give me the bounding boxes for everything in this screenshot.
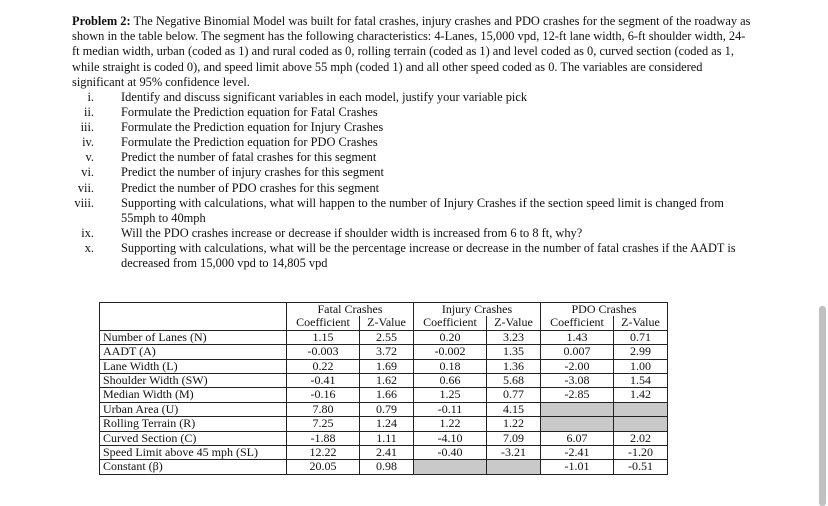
value-cell: -0.003 — [287, 345, 360, 359]
question-text: Formulate the Prediction equation for Injury Crashes — [121, 120, 384, 135]
value-cell: -4.10 — [414, 431, 487, 445]
value-cell: 1.66 — [360, 388, 414, 402]
value-cell: 0.77 — [487, 388, 541, 402]
question-number: x. — [84, 240, 94, 255]
value-cell: 1.62 — [360, 374, 414, 388]
question-text: Predict the number of injury crashes for this segment — [121, 165, 384, 180]
subheader-cell: Coefficient — [287, 316, 360, 330]
value-cell: -1.20 — [614, 446, 668, 460]
value-cell: 3.23 — [487, 330, 541, 344]
value-cell: 1.11 — [360, 431, 414, 445]
table-row — [100, 359, 668, 373]
empty-shaded-cell — [541, 402, 614, 416]
value-cell: -0.51 — [614, 460, 668, 474]
variable-name: Curved Section (C) — [100, 431, 287, 445]
question-number: ii. — [84, 105, 94, 120]
question-item — [72, 105, 752, 120]
value-cell: -2.41 — [541, 446, 614, 460]
table-row — [100, 374, 668, 388]
table-row — [100, 330, 668, 344]
value-cell: 3.72 — [360, 345, 414, 359]
question-text: Formulate the Prediction equation for PDO Crashes — [121, 135, 378, 150]
table-row — [100, 431, 668, 445]
value-cell: 0.18 — [414, 359, 487, 373]
question-item — [72, 90, 752, 105]
value-cell: -0.41 — [287, 374, 360, 388]
value-cell: 0.71 — [614, 330, 668, 344]
question-number: vii. — [77, 180, 94, 195]
value-cell: 7.25 — [287, 417, 360, 431]
empty-shaded-cell — [614, 402, 668, 416]
value-cell: 4.15 — [487, 402, 541, 416]
group-header-fatal: Fatal Crashes — [287, 303, 414, 317]
vertical-scrollbar[interactable] — [819, 306, 826, 506]
question-item — [72, 181, 752, 196]
value-cell: 0.66 — [414, 374, 487, 388]
question-item — [72, 196, 752, 226]
group-header-injury: Injury Crashes — [414, 303, 541, 317]
value-cell: 1.42 — [614, 388, 668, 402]
value-cell: 2.55 — [360, 330, 414, 344]
table-row — [100, 402, 668, 416]
subheader-cell: Coefficient — [541, 316, 614, 330]
value-cell: -3.08 — [541, 374, 614, 388]
problem-statement — [72, 14, 752, 90]
table-row — [100, 417, 668, 431]
value-cell: -1.01 — [541, 460, 614, 474]
table-row — [100, 446, 668, 460]
question-text: Predict the number of PDO crashes for this segment — [121, 180, 380, 195]
value-cell: 1.35 — [487, 345, 541, 359]
question-list — [72, 90, 752, 271]
subheader-cell: Z-Value — [487, 316, 541, 330]
value-cell: 0.20 — [414, 330, 487, 344]
value-cell: 1.43 — [541, 330, 614, 344]
question-text: Will the PDO crashes increase or decrease if shoulder width is increased from 6 to 8 ft, why? — [121, 225, 583, 240]
table-row — [100, 460, 668, 474]
table-row — [100, 345, 668, 359]
question-number: iv. — [82, 135, 94, 150]
question-item — [72, 135, 752, 150]
subheader-cell: Z-Value — [360, 316, 414, 330]
group-header-pdo: PDO Crashes — [541, 303, 668, 317]
variable-name: Number of Lanes (N) — [100, 330, 287, 344]
value-cell: 0.22 — [287, 359, 360, 373]
empty-shaded-cell — [414, 460, 487, 474]
value-cell: 0.98 — [360, 460, 414, 474]
value-cell: 0.007 — [541, 345, 614, 359]
value-cell: -2.00 — [541, 359, 614, 373]
value-cell: -3.21 — [487, 446, 541, 460]
problem-document — [72, 14, 752, 271]
question-number: ix. — [81, 225, 94, 240]
value-cell: -0.002 — [414, 345, 487, 359]
model-coefficient-table — [99, 302, 668, 475]
value-cell: 1.24 — [360, 417, 414, 431]
value-cell: 1.36 — [487, 359, 541, 373]
value-cell: 0.79 — [360, 402, 414, 416]
variable-name: Constant (β) — [100, 460, 287, 474]
value-cell: 1.22 — [487, 417, 541, 431]
empty-shaded-cell — [614, 417, 668, 431]
value-cell: -0.16 — [287, 388, 360, 402]
value-cell: 1.00 — [614, 359, 668, 373]
value-cell: 1.69 — [360, 359, 414, 373]
variable-name: Speed Limit above 45 mph (SL) — [100, 446, 287, 460]
value-cell: -1.88 — [287, 431, 360, 445]
value-cell: 5.68 — [487, 374, 541, 388]
table-row — [100, 388, 668, 402]
value-cell: 1.54 — [614, 374, 668, 388]
question-item — [72, 226, 752, 241]
question-number: i. — [87, 90, 94, 105]
question-number: v. — [85, 150, 94, 165]
variable-name: Urban Area (U) — [100, 402, 287, 416]
value-cell: 6.07 — [541, 431, 614, 445]
value-cell: -0.11 — [414, 402, 487, 416]
value-cell: 12.22 — [287, 446, 360, 460]
value-cell: 7.09 — [487, 431, 541, 445]
question-item — [72, 150, 752, 165]
empty-shaded-cell — [541, 417, 614, 431]
variable-name: Rolling Terrain (R) — [100, 417, 287, 431]
subheader-cell: Z-Value — [614, 316, 668, 330]
value-cell: 20.05 — [287, 460, 360, 474]
question-text: Predict the number of fatal crashes for this segment — [121, 150, 377, 165]
question-text: Formulate the Prediction equation for Fatal Crashes — [121, 105, 378, 120]
value-cell: 1.22 — [414, 417, 487, 431]
question-number: viii. — [74, 195, 94, 210]
problem-label: Problem 2: — [72, 14, 131, 28]
value-cell: 1.25 — [414, 388, 487, 402]
value-cell: -0.40 — [414, 446, 487, 460]
table-corner-cell — [100, 316, 287, 330]
question-number: vi. — [81, 165, 94, 180]
empty-shaded-cell — [487, 460, 541, 474]
variable-name: Lane Width (L) — [100, 359, 287, 373]
variable-name: Shoulder Width (SW) — [100, 374, 287, 388]
question-text: Supporting with calculations, what will be the percentage increase or decrease in the number of fatal crashes if the AADT is decreased from 15,000 vpd to 14,805 vpd — [121, 240, 736, 271]
question-item — [72, 120, 752, 135]
value-cell: 1.15 — [287, 330, 360, 344]
value-cell: 7.80 — [287, 402, 360, 416]
table-subheader-row — [100, 316, 668, 330]
table-corner-cell — [100, 303, 287, 317]
subheader-cell: Coefficient — [414, 316, 487, 330]
question-item — [72, 241, 752, 271]
variable-name: AADT (A) — [100, 345, 287, 359]
table-group-header-row — [100, 303, 668, 317]
question-item — [72, 165, 752, 180]
value-cell: 2.41 — [360, 446, 414, 460]
question-text: Identify and discuss significant variables in each model, justify your variable pick — [121, 90, 528, 105]
value-cell: 2.99 — [614, 345, 668, 359]
question-number: iii. — [80, 120, 94, 135]
value-cell: 2.02 — [614, 431, 668, 445]
question-text: Supporting with calculations, what will happen to the number of Injury Crashes if the section speed limit is changed from 55mph to 40mph — [121, 195, 724, 225]
value-cell: -2.85 — [541, 388, 614, 402]
problem-text: The Negative Binomial Model was built for fatal crashes, injury crashes and PDO crashes for the segment of the roadway as shown in the table below. The segment has the following characteristics: 4-Lanes, 15,000 vpd, 12-ft lane width, 6-ft shoulder width, 24-ft median width, urban (coded as 1) and rural coded as 0, rolling terrain (coded as 1) and level coded as 0, curved section (coded as 1, while straight is coded 0), and speed limit above 55 mph (coded 1) and all other speed coded as 0. The variables are considered significant at 95% confidence level. — [72, 14, 751, 89]
variable-name: Median Width (M) — [100, 388, 287, 402]
